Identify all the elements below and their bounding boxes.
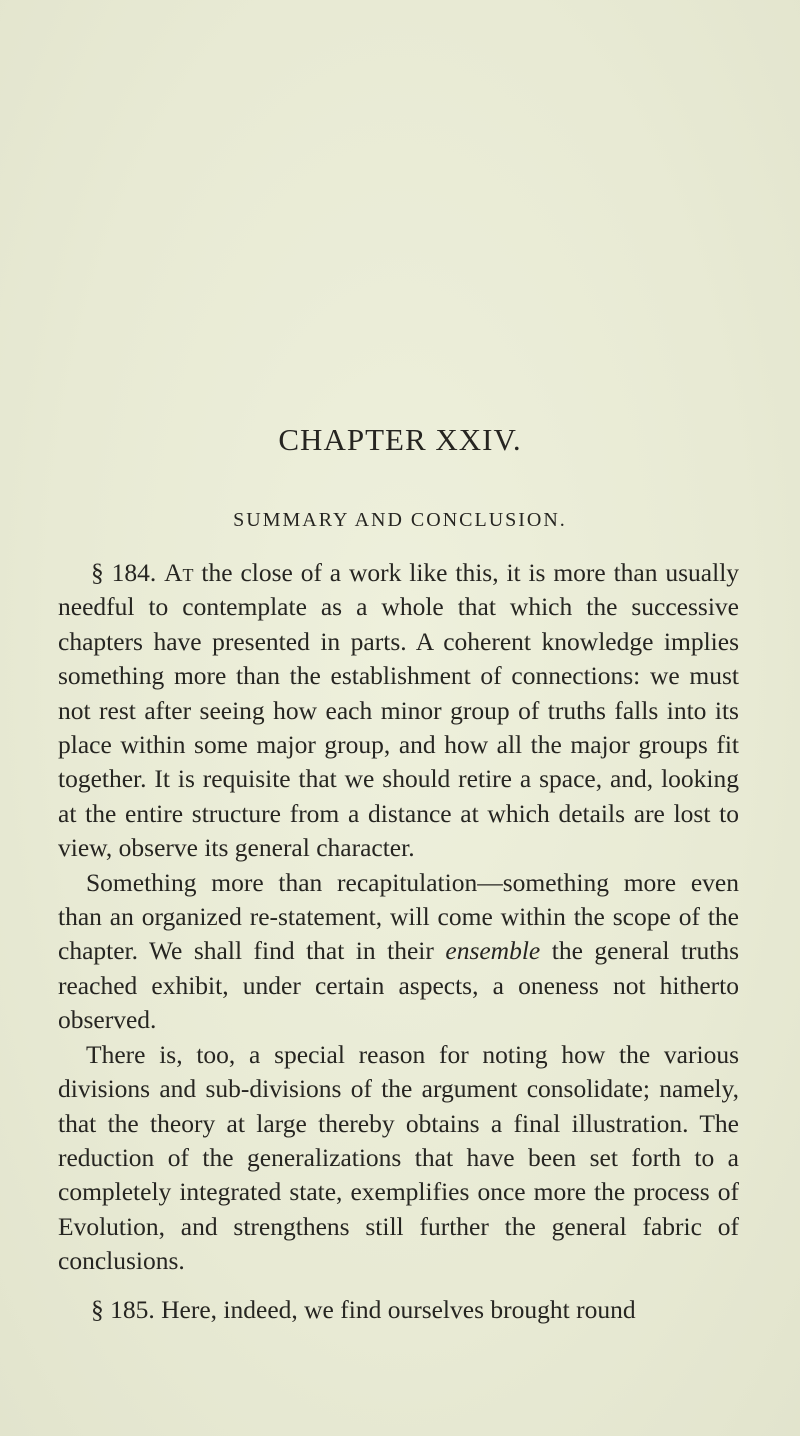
paragraph-185 [58, 1293, 739, 1327]
paragraph-text: Something more than recapitulation—something more even than an organized re-statement, will come within the scope of the chapter. We shall find that in their [58, 867, 739, 966]
chapter-title: CHAPTER XXIV. [278, 422, 522, 457]
paragraph-text: the general truths reached exhibit, under certain aspects, a oneness not hitherto observed. [58, 936, 740, 1035]
paragraph-text: § 185. Here, indeed, we find ourselves brought round [91, 1294, 636, 1324]
paragraph-184 [58, 556, 739, 866]
opening-smallcaps: At [164, 558, 194, 587]
section-number: § 184. [91, 558, 157, 587]
italic-term: ensemble [445, 936, 541, 966]
paragraph-text: the close of a work like this, it is more than usually needful to contemplate as a whole that which the successive chapters have presented in parts. A coherent knowledge implies something more than the establishment of connections: we must not rest after seeing how each minor group of truths falls into its place within some major group, and how all the major groups fit together. It is requisite that we should retire a space, and, looking at the entire structure from a distance at which details are lost to view, observe its general character. [58, 558, 740, 863]
paragraph-text: There is, too, a special reason for noting how the various divisions and sub-divisions of the argument consolidate; namely, that the theory at large thereby obtains a final illustration. The reduction of the generalizations that have been set forth to a completely integrated state, exemplifies once more the process of Evolution, and strengthens still further the general fabric of conclusions. [58, 1039, 739, 1276]
paragraph-special-reason [58, 1038, 739, 1279]
body-text [58, 556, 739, 1327]
paragraph-recapitulation [58, 866, 739, 1038]
chapter-subtitle: SUMMARY AND CONCLUSION. [233, 509, 567, 531]
